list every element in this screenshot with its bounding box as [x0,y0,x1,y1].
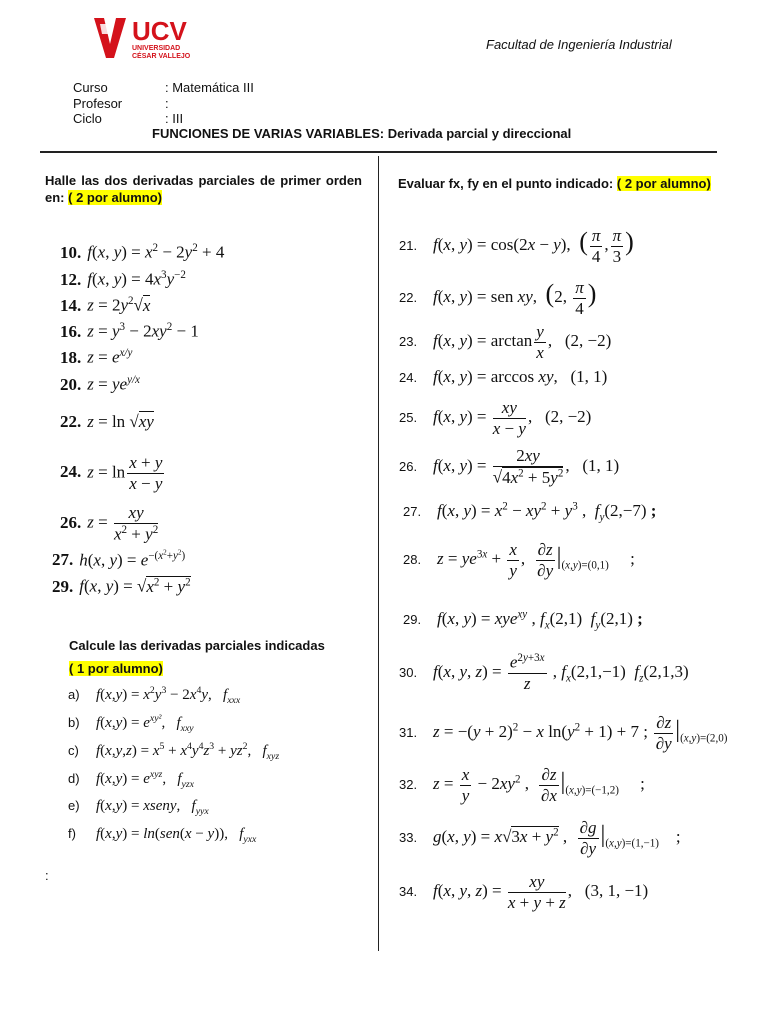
problem-22: 22. z = ln √xy [60,412,154,431]
problem-r24: 24. f(x, y) = arccos xy, (1, 1) [399,367,608,386]
svg-text:UNIVERSIDAD: UNIVERSIDAD [132,45,181,52]
problem-12: 12. f(x, $y) = 4x^3y^{-2}$ [60,269,186,289]
problem-18: 18. $z = e^{x/y}$ [60,347,133,367]
problem-26: 26. z = $\frac{xy}{x^2 + y^2}$ [60,503,159,544]
problem-27: 27. h(x, $y) = e^{-(x^2+y^2)}$ [52,548,186,570]
sub-highlight: ( 1 por alumno) [69,661,163,676]
svg-text:UCV: UCV [132,16,187,46]
faculty-name: Facultad de Ingeniería Industrial [486,37,672,52]
sub-item-c: c) $f(x,y,z) = x^5 + x^4y^4z^3 + yz^2$, $f_{xyz}$ [68,741,280,762]
stray-colon: : [45,868,49,883]
problem-r29: 29. f(x, y) = xye$^{xy}$ , $f_x(2,1)$ $f_y(2,1)$ ; [403,608,643,632]
problem-r21: 21. f(x, y) = cos(2x − y), ( $\frac{\pi}{4}$ , $\frac{\pi}{3}$ ) [399,226,634,266]
problem-24: 24. z = ln $\frac{x + y}{x - y}$ [60,453,163,493]
problem-r30: 30. f(x, y, z) = $\frac{e^{2y+3x}}{z}$ , $f_x(2,1,-1)$ $f_z(2,1,3)$ [399,652,689,693]
sub-item-f: f) f(x,y) = ln(sen(x − y)), $f_{yxx}$ [68,826,257,845]
sub-item-b: b) $f(x,y) = e^{xy^2}$, $f_{xxy}$ [68,713,194,734]
sub-item-e: e) f(x,y) = xseny, $f_{yyx}$ [68,798,209,817]
problem-20: 20. $z = ye^{y/x}$ [60,374,140,394]
problem-r32: 32. z = $\frac{x}{y}$ − $2xy^2$ , $\frac{\partial z}{\partial x}$ $|_{(x,y)=(-1,2)}$ ; [399,765,645,805]
right-instruction: Evaluar fx, fy en el punto indicado: ( 2 por alumno) [398,176,711,191]
svg-text:CÉSAR VALLEJO: CÉSAR VALLEJO [132,53,191,60]
problem-r27: 27. f(x, $y) = x^2 - xy^2 + y^3$ , $f_y(2,-7)$ ; [403,500,657,524]
left-instruction-highlight: ( 2 por alumno) [68,190,163,205]
right-instruction-highlight: ( 2 por alumno) [616,176,711,191]
sub-item-d: d) $f(x,y) = e^{xyz}$, $f_{yzx}$ [68,769,194,790]
problem-r33: 33. g(x, $y) = x√3x + y^2$ , $\frac{\partial g}{\partial y}$ $|_{(x,y)=(1,-1)}$ ; [399,818,681,858]
problem-14: 14. $z = 2y^2√x$ [60,295,151,315]
ucv-logo [92,14,202,62]
problem-r28: 28. $z = ye^{3x}$ + $\frac{x}{y}$ , $\frac{\partial z}{\partial y}$ $|_{(x,y)=(0,1)}$ ; [403,540,635,580]
sub-title: Calcule las derivadas parciales indicadas [69,638,325,653]
problem-r31: 31. $z = -(y + 2)^2 - x$ $\ln(y^2 + 1) + 7$ ; $\frac{\partial z}{\partial y}$ $|_{(x,y)=(2,0)}$ [399,713,728,753]
left-instruction: Halle las dos derivadas parciales de primer orden en: ( 2 por alumno) [45,173,362,205]
problem-16: 16. $z = y^3 - 2xy^2 - 1$ [60,321,199,341]
document-title: FUNCIONES DE VARIAS VARIABLES: Derivada parcial y direccional [152,126,572,141]
sub-item-a: a) $f(x,y) = x^2y^3 - 2x^4y$, $f_{xxx}$ [68,685,241,706]
problem-r23: 23. f(x, y) = arctan $\frac{y}{x}$ , (2, −2) [399,322,612,362]
problem-r25: 25. f(x, y) = $\frac{xy}{x - y}$ , (2, −2) [399,398,592,438]
problem-10: 10. f(x, $y) = x^2 - 2y^2 + 4$ [60,242,225,262]
problem-r34: 34. f(x, y, z) = $\frac{xy}{x + y + z}$ , (3, 1, −1) [399,872,649,912]
problem-r22: 22. f(x, y) = sen xy, (2, $\frac{\pi}{4}$ ) [399,278,597,318]
problem-r26: 26. f(x, y) = $\frac{2xy}{√4x^2 + 5y^2}$ , (1, 1) [399,446,620,487]
header-divider [40,151,717,153]
column-divider [378,156,379,951]
problem-29: 29. f(x, $y) = √x^2 + y^2$ [52,576,191,596]
